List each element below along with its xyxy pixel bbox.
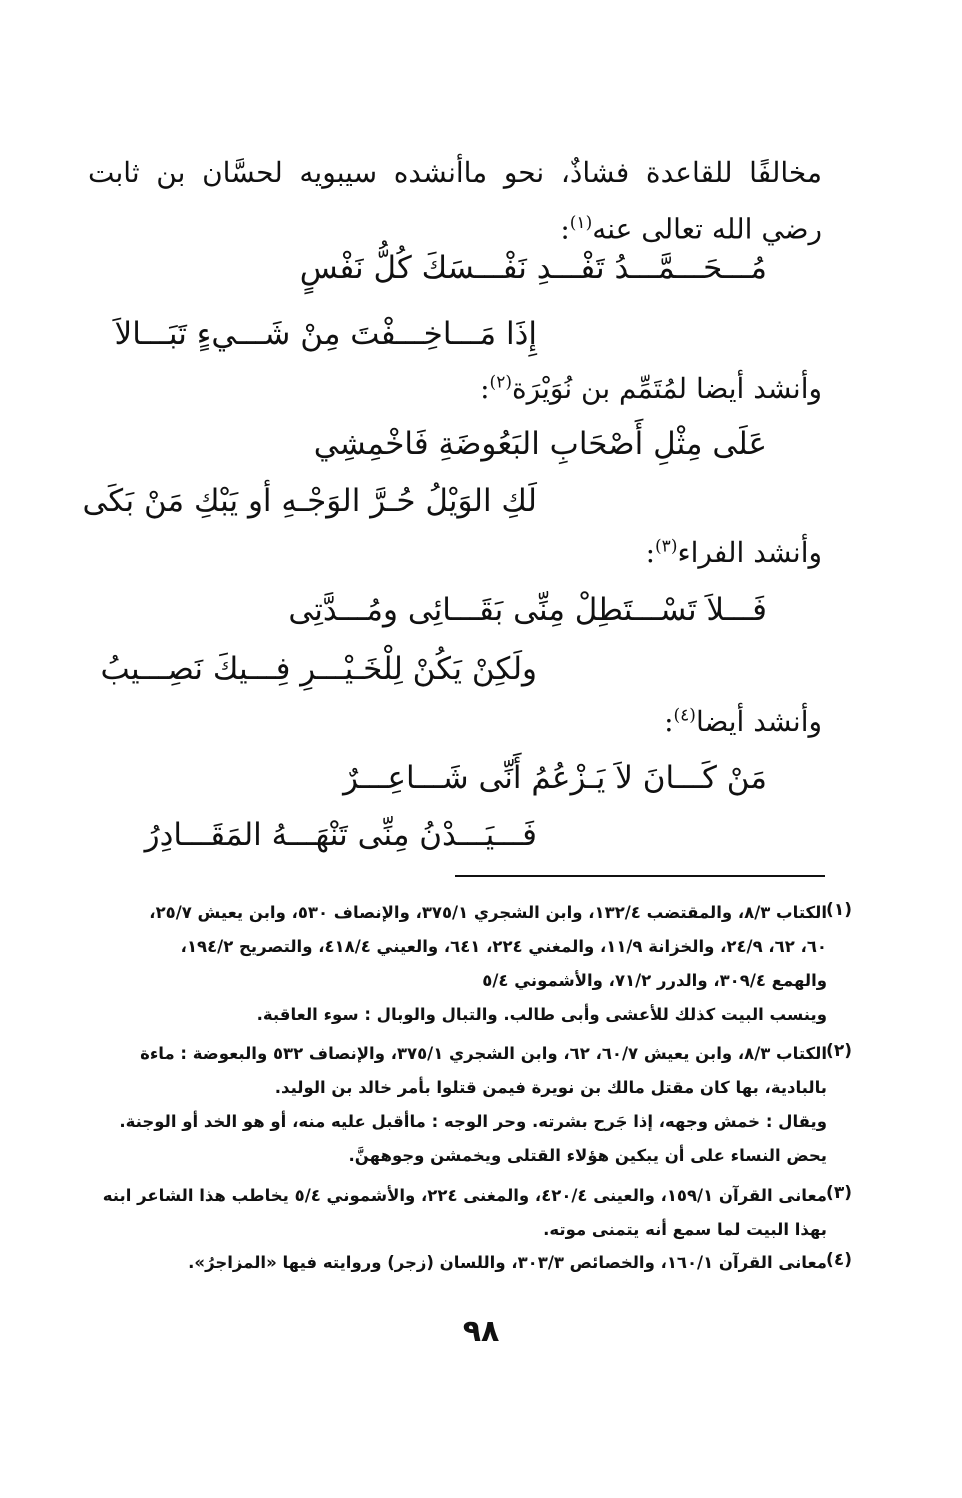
verse-1-second-hemistich: إِذَا مَـــاخِـــفْتَ مِنْ شَـــيءٍ تَبَـــالاَ — [114, 316, 537, 352]
verse-2-second-hemistich: لَكِ الوَيْلُ حُـرَّ الوَجْـهِ أو يَبْكِ مَنْ بَكَى — [82, 483, 537, 519]
verse-4-second-hemistich: فَـــيَـــدْنُ مِنِّى تَنْهَـــهُ المَقَـــادِرُ — [144, 817, 537, 853]
footnote-1-line-1: الكتاب ٨/٣، والمقتضب ١٣٢/٤، وابن الشجري ٣٧٥/١، والإنصاف ٥٣٠، وابن يعيش ٢٥/٧، — [149, 903, 827, 922]
intro-paragraph — [88, 148, 822, 254]
footnote-ref-1: (١) — [569, 213, 593, 233]
footnote-2 — [88, 1037, 827, 1173]
footnote-1-line-4: وينسب البيت كذلك للأعشى وأبى طالب. والتبال والوبال : سوء العاقبة. — [256, 1005, 827, 1024]
verse-1-first-hemistich: مُـــحَـــمَّـــدُ تَفْـــدِ نَفْـــسَكَ كُلُّ نَفْسٍ — [299, 250, 767, 286]
intro-text: مخالفًا للقاعدة فشاذٌ، نحو ماأنشده سيبويه لحسَّان بن ثابت رضي الله تعالى عنه — [88, 156, 822, 246]
intro-colon: : — [560, 212, 570, 246]
footnote-2-line-2: بالبادية، بها كان مقتل مالك بن نويرة فيمن قتلوا بأمر خالد بن الوليد. — [274, 1078, 827, 1097]
footnote-1 — [88, 896, 827, 1032]
footnote-separator — [455, 875, 825, 877]
footnote-2-line-3: ويقال : خمش وجهه، إذا جَرح بشرته. وحر الوجه : ماأقبل عليه منه، أو هو الخد أو الوجنة. — [119, 1112, 827, 1131]
footnote-4-line-1: معانى القرآن ١٦٠/١، والخصائص ٣٠٣/٣، واللسان (زجر) وروايته فيها «المزاجرُ». — [188, 1253, 827, 1272]
footnote-4-number: (٤) — [826, 1250, 852, 1270]
footnote-2-line-1: الكتاب ٨/٣، وابن يعيش ٦٠/٧، ٦٢، وابن الشجري ٣٧٥/١، والإنصاف ٥٣٢ والبعوضة : ماءة — [140, 1044, 827, 1063]
citation-label-2: وأنشد أيضا لمُتَمِّم بن نُوَيْرَة$^{(٢)}$: — [480, 372, 822, 405]
footnote-2-number: (٢) — [826, 1041, 852, 1061]
footnote-ref-3: (٣) — [655, 536, 678, 557]
footnote-3-number: (٣) — [826, 1183, 852, 1203]
verse-4-first-hemistich: مَنْ كَـــانَ لاَ يَـزْعُمُ أَنِّى شَـــاعِـــرٌ — [343, 760, 767, 796]
footnote-3-line-1: معانى القرآن ١٥٩/١، والعينى ٤٢٠/٤، والمغنى ٢٢٤، والأشموني ٥/٤ يخاطب هذا الشاعر ابنه — [102, 1186, 827, 1205]
verse-2-first-hemistich: عَلَى مِثْلِ أَصْحَابِ البَعُوضَةِ فَاخْمِشِي — [313, 426, 767, 462]
footnote-3 — [88, 1179, 827, 1247]
footnote-ref-4: (٤) — [673, 705, 696, 726]
footnote-1-number: (١) — [826, 900, 852, 920]
citation-label-4: وأنشد أيضا$^{(٤)}$: — [664, 705, 822, 738]
footnote-3-line-2: بهذا البيت لما سمع أنه يتمنى موته. — [543, 1220, 827, 1239]
footnote-2-line-4: يحض النساء على أن يبكين هؤلاء القتلى ويخمشن وجوههنَّ. — [348, 1146, 827, 1165]
verse-3-second-hemistich: ولَكِنْ يَكُنْ لِلْخَـيْـــرِ فِـــيكَ نَصِـــيبُ — [100, 651, 537, 687]
citation-label-3: وأنشد الفراء$^{(٣)}$: — [645, 536, 822, 569]
verse-3-first-hemistich: فَـــلاَ تَسْـــتَطِلْ مِنِّى بَقَـــائِى ومُـــدَّتِى — [288, 592, 767, 628]
footnote-ref-2: (٢) — [489, 372, 512, 393]
footnote-4 — [88, 1246, 827, 1280]
footnote-1-line-3: والهمع ٣٠٩/٤، والدرر ٧١/٢، والأشموني ٥/٤ — [482, 971, 827, 990]
page-number: ٩٨ — [462, 1314, 500, 1349]
footnote-1-line-2: ٦٠، ٦٢، ٢٤/٩، والخزانة ١١/٩، والمغني ٢٢٤، ٦٤١، والعيني ٤١٨/٤، والتصريح ١٩٤/٢، — [180, 937, 827, 956]
